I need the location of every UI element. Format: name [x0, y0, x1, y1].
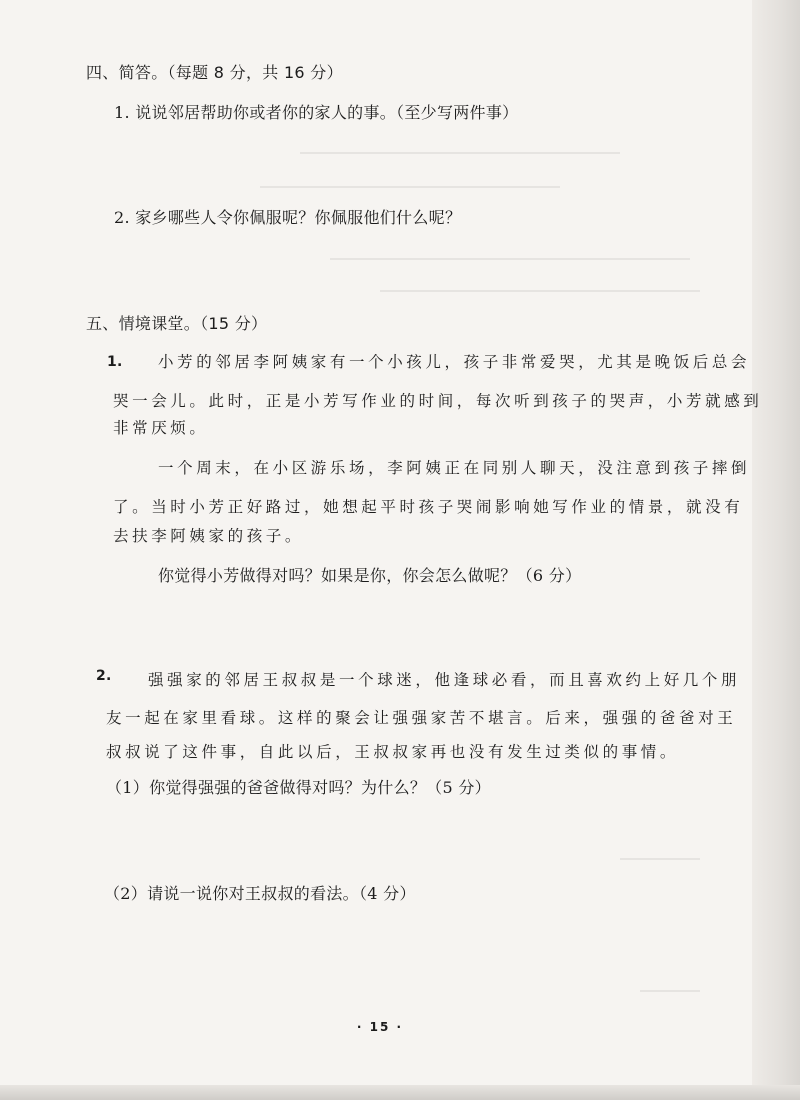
scenario-1-line: 小芳的邻居李阿姨家有一个小孩儿，孩子非常爱哭，尤其是晚饭后总会 [158, 353, 751, 371]
scenario-2-subquestion-1: （1）你觉得强强的爸爸做得对吗？为什么？（5 分） [106, 778, 491, 797]
scenario-1-number: 1. [107, 354, 123, 370]
section-4-question-2: 2. 家乡哪些人令你佩服呢？你佩服他们什么呢？ [114, 208, 462, 227]
bottom-shadow [0, 1085, 800, 1100]
show-through-line [380, 290, 700, 292]
scenario-1-line: 去扶李阿姨家的孩子。 [113, 527, 305, 545]
show-through-line [300, 152, 620, 154]
scenario-1-line: 了。当时小芳正好路过，她想起平时孩子哭闹影响她写作业的情景，就没有 [113, 498, 744, 516]
show-through-line [640, 990, 700, 992]
scenario-2-line: 友一起在家里看球。这样的聚会让强强家苦不堪言。后来，强强的爸爸对王 [106, 709, 737, 727]
page-number: · 15 · [356, 1020, 404, 1034]
page-edge-shadow [752, 0, 800, 1100]
show-through-line [620, 858, 700, 860]
scenario-2-number: 2. [96, 668, 112, 684]
section-4-title: 四、简答。（每题 8 分，共 16 分） [86, 63, 343, 82]
show-through-line [260, 186, 560, 188]
scenario-1-line: 非常厌烦。 [113, 419, 209, 437]
scenario-1-line: 哭一会儿。此时，正是小芳写作业的时间，每次听到孩子的哭声，小芳就感到 [113, 392, 763, 410]
section-5-title: 五、情境课堂。（15 分） [86, 314, 268, 333]
section-4-question-1: 1. 说说邻居帮助你或者你的家人的事。（至少写两件事） [114, 103, 519, 122]
scenario-2-subquestion-2: （2）请说一说你对王叔叔的看法。（4 分） [104, 884, 416, 903]
scenario-2-line: 强强家的邻居王叔叔是一个球迷，他逢球必看，而且喜欢约上好几个朋 [148, 671, 741, 689]
scenario-2-line: 叔叔说了这件事，自此以后，王叔叔家再也没有发生过类似的事情。 [106, 743, 680, 761]
scenario-1-line: 一个周末，在小区游乐场，李阿姨正在同别人聊天，没注意到孩子摔倒 [158, 459, 751, 477]
show-through-line [330, 258, 690, 260]
scenario-1-question: 你觉得小芳做得对吗？如果是你，你会怎么做呢？（6 分） [158, 566, 582, 585]
